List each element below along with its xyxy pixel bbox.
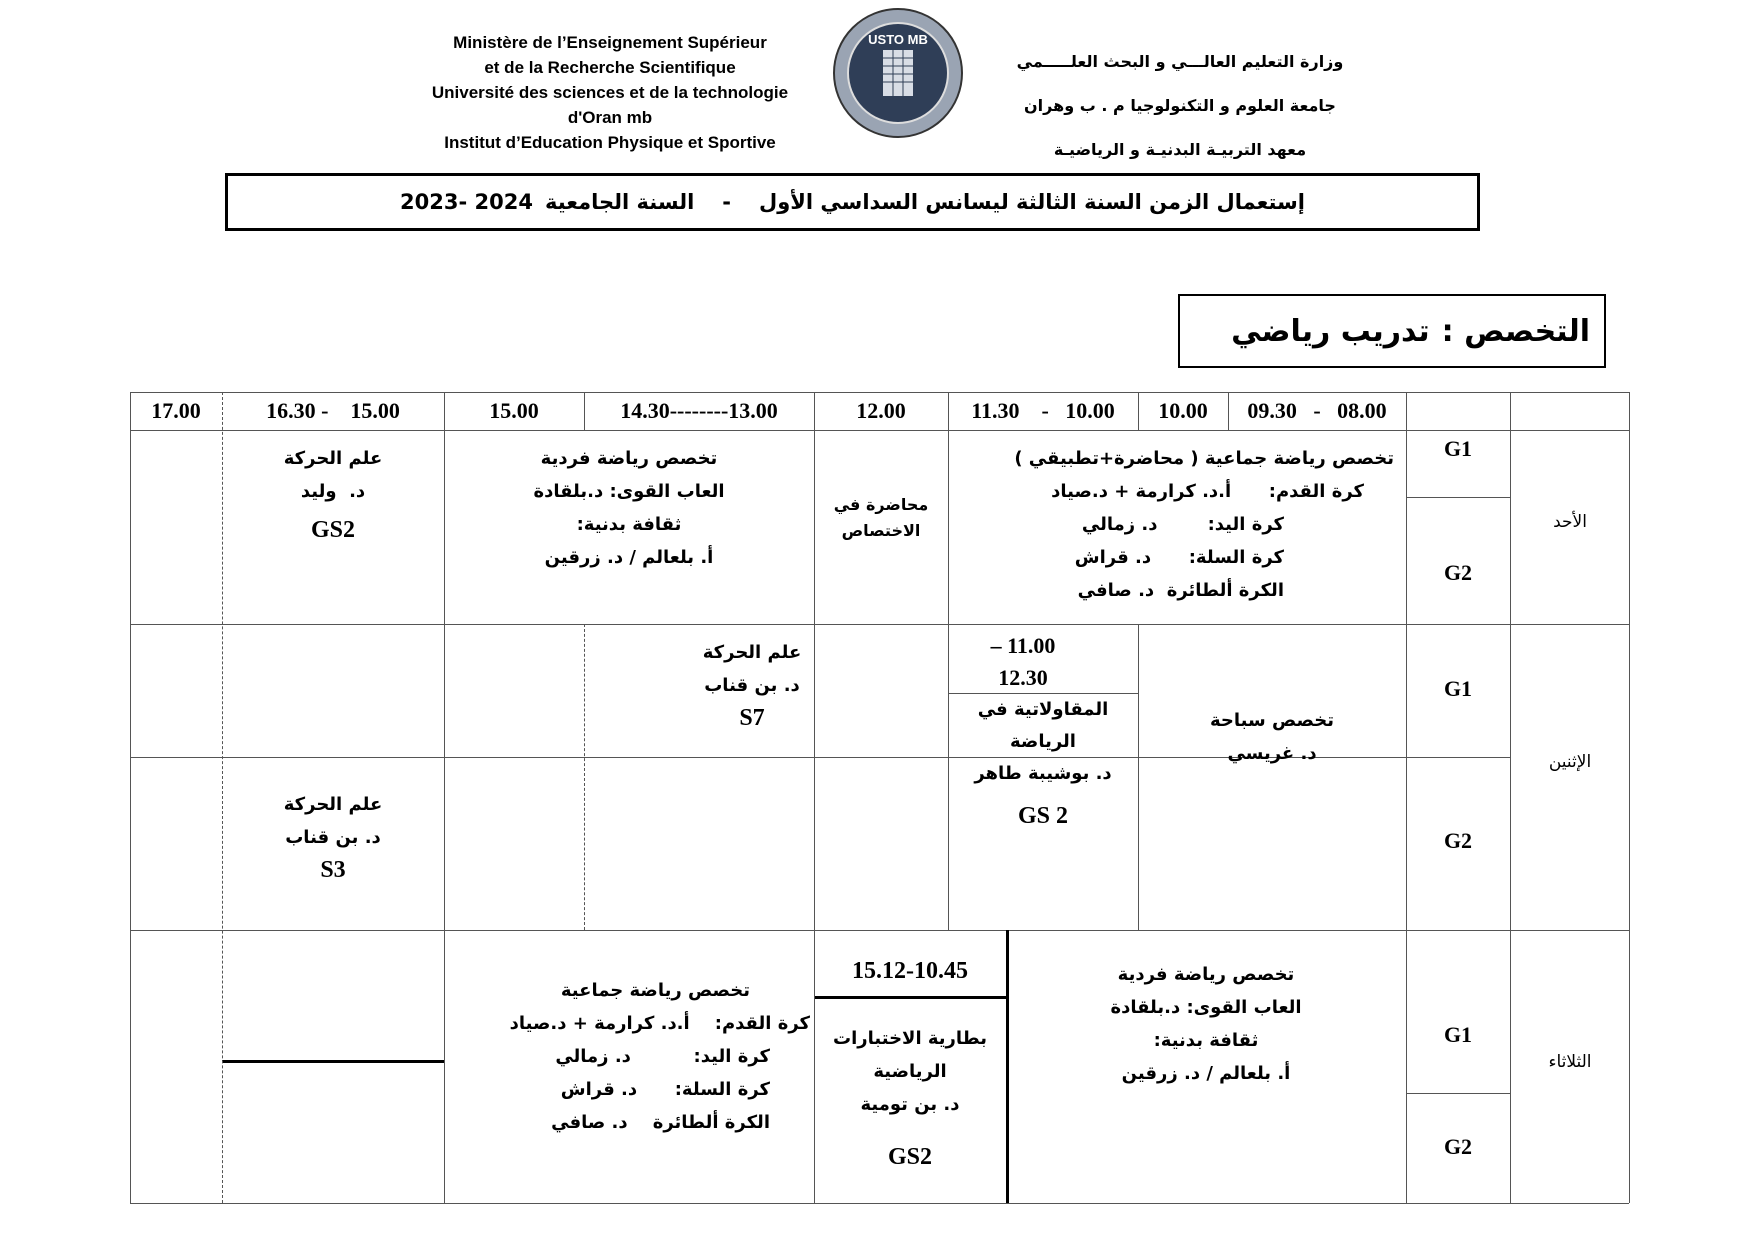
time-header: 10.00 [1158,398,1208,423]
cell-line: تخصص رياضة جماعية [560,980,750,1001]
tuesday-tests-time: 15.12-10.45 [852,958,968,984]
room-label: S3 [320,857,346,883]
schedule-table [130,392,1629,1204]
cell-line: د. وليد [300,481,366,502]
cell-line: الكرة ألطائرة د. صافي [1077,580,1284,601]
cell-line: علم الحركة [702,642,802,663]
time-header: 14.30--------13.00 [620,398,778,423]
specialty-value: تدريب رياضي [1231,313,1430,349]
cell-line: د. بن قناب [704,675,800,696]
time-header: 17.00 [151,398,201,423]
sunday-individual-sports-cell [444,442,814,574]
header-french [380,30,840,155]
group-label: G1 [1443,436,1473,461]
time-header: 12.00 [856,398,906,423]
header-ar-line: معهد التربيـة البدنيـة و الرياضيـة [1053,140,1307,159]
room-label: GS2 [887,1144,932,1170]
specialty-label: التخصص : [1441,313,1590,349]
cell-line: ثقافة بدنية: [576,514,682,535]
room-label: S7 [739,705,765,731]
cell-line: تخصص رياضة جماعية ( محاضرة+تطبيقي ) [1014,448,1394,469]
logo-text: USTO MB [868,32,928,47]
group-label: G2 [1443,828,1473,853]
cell-line: أ. بلعالم / د. زرقين [544,547,714,568]
header-ar-line: وزارة التعليم العالـــي و البحث العلـــــمي [1016,52,1344,71]
cell-line: كرة اليد: د. زمالي [555,1046,770,1067]
tuesday-team-sports-cell [448,974,810,1139]
header-fr-line: Institut d’Education Physique et Sportive [444,133,776,152]
header-ar-line: جامعة العلوم و التكنولوجيا م . ب وهران [1024,96,1336,115]
tuesday-tests-cell [814,1022,1006,1174]
time-header: 11.30 - 10.00 [971,398,1115,423]
cell-line: علم الحركة [283,794,383,815]
monday-swimming-cell [1138,704,1406,770]
sunday-specialty-lecture-cell [814,492,948,544]
monday-entrepreneurship-time: – 11.00 12.30 [990,633,1056,690]
cell-line: علم الحركة [283,448,383,469]
day-label-tuesday: الثلاثاء [1548,1052,1592,1072]
group-label: G1 [1443,676,1473,701]
cell-line: الكرة ألطائرة د. صافي [551,1112,770,1133]
cell-line: العاب القوى: د.بلقادة [533,481,725,502]
time-header: 16.30 - 15.00 [266,398,400,423]
cell-line: كرة القدم: أ.د. كرارمة + د.صياد [1051,481,1364,502]
title-dash: - [722,190,732,214]
title-main: إستعمال الزمن السنة الثالثة ليسانس السداسي الأول [759,190,1305,214]
header-fr-line: et de la Recherche Scientifique [484,58,736,77]
monday-entrepreneurship-cell [948,694,1138,832]
cell-line: كرة السلة: د. قراش [560,1079,770,1100]
cell-line: تخصص رياضة فردية [1117,964,1295,985]
day-label-sunday: الأحد [1553,512,1587,532]
cell-line: الرياضية [873,1061,947,1082]
group-label: G2 [1443,560,1473,585]
room-label: GS 2 [1017,803,1068,829]
monday-g2-kinesiology-cell [222,788,444,887]
time-header: 15.00 [489,398,539,423]
header-fr-line: Ministère de l’Enseignement Supérieur [453,33,767,52]
time-header: 09.30 - 08.00 [1247,398,1387,423]
header-fr-line: Université des sciences et de la technologie [431,83,789,102]
cell-line: تخصص سباحة [1210,710,1334,731]
specialty-box [1178,294,1606,368]
cell-line: الاختصاص [841,521,921,540]
cell-line: د. بن قناب [285,827,381,848]
cell-line: محاضرة في [833,495,929,514]
monday-g1-kinesiology-cell [690,636,814,735]
cell-line: د. بوشيبة طاهر [974,763,1112,784]
cell-line: ثقافة بدنية: [1153,1030,1259,1051]
cell-line: العاب القوى: د.بلقادة [1110,997,1302,1018]
cell-line: المقاولاتية في [977,699,1109,720]
cell-line: د. بن تومية [860,1094,960,1115]
group-label: G1 [1443,1022,1473,1047]
sunday-kinesiology-cell [222,442,444,547]
title-year-label: السنة الجامعية [544,190,695,214]
cell-line: أ. بلعالم / د. زرقين [1121,1063,1291,1084]
cell-line: د. غريسي [1227,743,1317,764]
cell-line: كرة السلة: د. قراش [1074,547,1284,568]
cell-line: تخصص رياضة فردية [540,448,718,469]
cell-line: الرياضة [1010,731,1076,752]
cell-line: بطارية الاختبارات [833,1028,987,1049]
title-year-value: 2023- 2024 [400,190,533,214]
tuesday-individual-sports-cell [1006,958,1406,1090]
sunday-team-sports-cell [954,442,1394,607]
day-label-monday: الإثنين [1548,752,1592,772]
cell-line: كرة القدم: أ.د. كرارمة + د.صياد [509,1013,810,1034]
university-logo [831,6,965,140]
room-label: GS2 [310,517,355,543]
cell-line: كرة اليد: د. زمالي [1081,514,1284,535]
header-arabic [1000,40,1360,172]
group-label: G2 [1443,1134,1473,1159]
timetable-title [225,173,1480,231]
header-fr-line: d'Oran mb [567,108,653,127]
